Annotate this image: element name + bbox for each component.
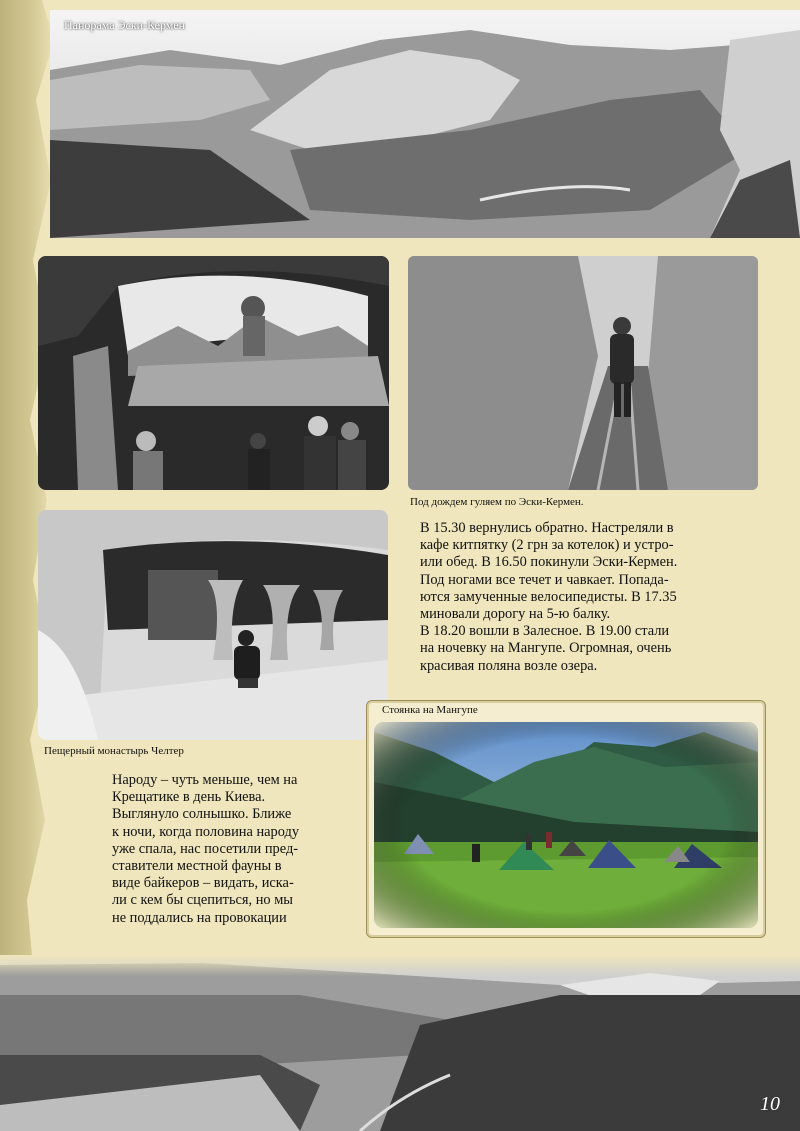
cave-monastery-photo — [38, 510, 388, 740]
story-line: ются замученные велосипедисты. В 17.35 — [420, 588, 677, 605]
story-line: Под ногами все течет и чавкает. Попада- — [420, 571, 669, 588]
panorama-photo — [50, 10, 800, 238]
mangup-camp-photo — [374, 722, 758, 928]
story-line: красивая поляна возле озера. — [420, 657, 598, 674]
story-text-night — [112, 772, 372, 927]
story-line: В 18.20 вошли в Залесное. В 19.00 стали — [420, 623, 670, 640]
valley-panorama-photo — [0, 955, 800, 1131]
panorama-title: Панорама Эски-Кермен — [64, 18, 186, 32]
story-text-evening — [420, 520, 780, 675]
story-line: или обед. В 16.50 покинули Эски-Кермен. — [420, 554, 678, 571]
story-line: миновали дорогу на 5-ю балку. — [420, 606, 611, 623]
story-line: Выглянуло солнышко. Ближе — [112, 806, 292, 823]
camp-caption: Стоянка на Мангупе — [382, 704, 478, 716]
story-line: ставители местной фауны в — [112, 858, 282, 875]
rain-walk-caption: Под дождем гуляем по Эски-Кермен. — [410, 496, 584, 508]
story-line: кафе китпятку (2 грн за котелок) и устро- — [420, 537, 674, 554]
rain-walk-photo — [408, 256, 758, 490]
story-line: к ночи, когда половина народу — [112, 823, 300, 840]
cave-arch-photo — [38, 256, 389, 490]
story-line: В 15.30 вернулись обратно. Настреляли в — [420, 520, 674, 536]
cave-monastery-caption: Пещерный монастырь Челтер — [44, 745, 184, 757]
story-line: ли с кем бы сцепиться, но мы — [112, 892, 293, 909]
story-line: Народу – чуть меньше, чем на — [112, 772, 298, 788]
story-line: не поддались на провокации — [112, 909, 287, 926]
page-number: 10 — [760, 1093, 780, 1115]
story-line: на ночевку на Мангупе. Огромная, очень — [420, 640, 672, 657]
story-line: уже спала, нас посетили пред- — [112, 840, 299, 857]
story-line: виде байкеров – видать, иска- — [112, 875, 294, 892]
story-line: Крещатике в день Киева. — [112, 789, 266, 806]
